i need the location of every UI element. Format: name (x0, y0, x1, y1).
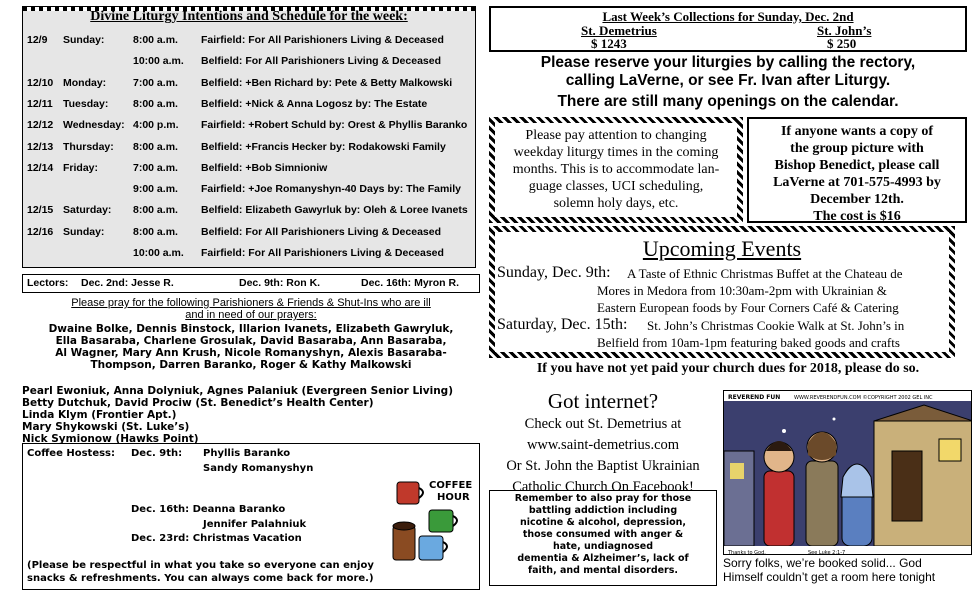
schedule-date: 12/11 (27, 97, 53, 110)
schedule-time: 4:00 p.m. (133, 119, 179, 132)
internet-line-1: Check out St. Demetrius at (524, 416, 682, 432)
coffee-note-2: snacks & refreshments. You can always come back for more.) (27, 573, 374, 584)
attention-line-2: weekday liturgy times in the coming (513, 145, 719, 160)
schedule-time: 7:00 a.m. (133, 161, 178, 174)
schedule-intention: Belfield: For All Parishioners Living & Deceased (201, 225, 442, 238)
prayer-heading-2: and in need of our prayers: (185, 309, 317, 321)
schedule-time: 8:00 a.m. (133, 97, 178, 110)
event-1-line-3: Eastern European foods by Four Corners Café & Catering (597, 300, 899, 315)
lector-dec9: Dec. 9th: Ron K. (239, 277, 321, 289)
picture-line-2: the group picture with (790, 141, 924, 156)
prayer-list-5: Nick Symionow (Hawks Point) (22, 433, 199, 445)
prayer-names-1: Dwaine Bolke, Dennis Binstock, Illarion Ivanets, Elizabeth Gawryluk, (48, 323, 454, 335)
comic-footer: Thanks to God. (728, 550, 766, 555)
schedule-title: Divine Liturgy Intentions and Schedule for the week: (90, 9, 408, 24)
comic-credit: WWW.REVERENDFUN.COM ©COPYRIGHT 2002 GEL INC (794, 395, 933, 401)
church-2-name: St. John’s (817, 23, 872, 38)
innkeeper-figure-icon (764, 441, 794, 546)
schedule-day: Tuesday: (63, 97, 109, 110)
coffee-host-1a: Phyllis Baranko (203, 448, 291, 459)
event-1-line-2: Mores in Medora from 10:30am-2pm with Ukrainian & (597, 283, 887, 298)
addiction-line-3: nicotine & alcohol, depression, (519, 517, 686, 528)
prayer-names-4: Thompson, Darren Baranko, Roger & Kathy Malkowski (90, 359, 412, 371)
addiction-prayer-box (489, 490, 717, 586)
picture-line-6: The cost is $16 (813, 209, 901, 224)
coffee-label: Coffee Hostess: (27, 448, 116, 459)
picture-line-3: Bishop Benedict, please call (774, 158, 940, 173)
reserve-line-2: calling LaVerne, or see Fr. Ivan after Liturgy. (565, 72, 891, 89)
addiction-line-7: faith, and mental disorders. (527, 565, 679, 576)
attention-line-1: Please pay attention to changing (525, 128, 707, 143)
schedule-date: 12/12 (27, 119, 54, 132)
comic-caption-line-1: Sorry folks, we’re booked solid... God (723, 556, 922, 570)
schedule-time: 7:00 a.m. (133, 76, 178, 89)
addiction-line-2: battling addiction including (528, 505, 678, 516)
schedule-intention: Fairfield: For All Parishioners Living & Deceased (201, 34, 444, 46)
schedule-intention: Belfield: +Ben Richard by: Pete & Betty Malkowski (201, 76, 453, 89)
event-2-date: Saturday, Dec. 15th: (497, 316, 628, 333)
schedule-date: 12/13 (27, 140, 54, 153)
schedule-intention: Belfield: Elizabeth Gawyrluk by: Oleh & Loree Ivanets (201, 204, 468, 217)
addiction-line-5: hate, undiagnosed (552, 541, 654, 552)
upcoming-events-box (489, 226, 955, 358)
comic-caption-line-2: Himself couldn’t get a room here tonight (723, 570, 936, 584)
lectors-box (22, 274, 480, 293)
schedule-time: 8:00 a.m. (133, 34, 178, 46)
schedule-time: 10:00 a.m. (133, 55, 184, 68)
addiction-line-6: dementia & Alzheimer’s, lack of (517, 553, 689, 564)
prayer-list-4: Mary Shykowski (St. Luke’s) (22, 421, 190, 433)
event-1-date: Sunday, Dec. 9th: (497, 264, 611, 281)
prayer-list (22, 297, 480, 445)
website-link[interactable]: www.saint-demetrius.com (526, 437, 680, 453)
collections-box (489, 6, 967, 52)
internet-line-3: Or St. John the Baptist Ukrainian (506, 458, 700, 474)
coffee-cup-blue-icon (419, 536, 447, 560)
building-left-icon (724, 451, 754, 546)
church-1-amount: $ 1243 (591, 36, 627, 51)
schedule-day: Sunday: (63, 225, 105, 238)
reserve-line-3: There are still many openings on the calendar. (557, 93, 899, 110)
lectors-label: Lectors: (27, 277, 69, 289)
schedule-date: 12/14 (27, 161, 54, 174)
coffee-date-2: Dec. 16th: Deanna Baranko (131, 504, 286, 515)
schedule-date: 12/9 (27, 34, 48, 46)
schedule-day: Monday: (63, 76, 107, 89)
addiction-line-4: those consumed with anger & (522, 529, 684, 540)
joseph-figure-icon (806, 432, 838, 546)
prayer-list-1: Pearl Ewoniuk, Anna Dolyniuk, Agnes Palaniuk (Evergreen Senior Living) (22, 385, 453, 397)
church-dues-notice: If you have not yet paid your church dues for 2018, please do so. (536, 361, 920, 376)
collections-title: Last Week’s Collections for Sunday, Dec. 2nd (602, 9, 854, 24)
prayer-names-3: Al Wagner, Mary Ann Krush, Nicole Romanyshyn, Alexis Basaraba- (55, 347, 447, 359)
picture-line-4: LaVerne at 701-575-4993 by (773, 175, 941, 190)
schedule-time: 10:00 a.m. (133, 247, 184, 259)
event-2-line-1: St. John’s Christmas Cookie Walk at St. John’s in (647, 318, 905, 333)
schedule-time: 8:00 a.m. (133, 140, 178, 153)
coffee-sign-2: HOUR (437, 492, 470, 503)
attention-line-3: months. This is to accommodate lan- (512, 162, 720, 177)
attention-line-4: guage classes, UCI scheduling, (528, 179, 704, 194)
schedule-time: 8:00 a.m. (133, 204, 178, 217)
schedule-intention: Fairfield: +Robert Schuld by: Orest & Phyllis Baranko (201, 119, 468, 132)
lector-dec2: Dec. 2nd: Jesse R. (81, 277, 174, 289)
liturgy-times-notice (489, 117, 743, 223)
internet-heading: Got internet? (547, 389, 659, 413)
prayer-list-3: Linda Klym (Frontier Apt.) (22, 409, 177, 421)
comic-caption (723, 556, 975, 584)
coffee-cup-red-icon (397, 482, 423, 504)
coffee-note-1: (Please be respectful in what you take so everyone can enjoy (27, 560, 374, 571)
picture-line-5: December 12th. (810, 192, 904, 207)
schedule-day: Thursday: (63, 140, 114, 153)
comic-verse: See Luke 2:1-7 (808, 550, 846, 555)
schedule-time: 9:00 a.m. (133, 183, 178, 196)
comic-panel (723, 390, 972, 555)
event-2-line-2: Belfield from 10am-1pm featuring baked goods and crafts (597, 335, 900, 350)
schedule-date: 12/10 (27, 76, 54, 89)
prayer-heading-1: Please pray for the following Parishioners & Friends & Shut-Ins who are ill (71, 297, 431, 309)
coffee-host-1b: Sandy Romanyshyn (203, 463, 314, 474)
group-picture-notice (747, 117, 967, 223)
inn-building-icon (874, 405, 972, 546)
internet-notice (489, 388, 717, 498)
prayer-list-2: Betty Dutchuk, David Prociw (St. Benedict’s Health Center) (22, 397, 374, 409)
schedule-date: 12/16 (27, 225, 54, 238)
comic-header: REVEREND FUN (728, 394, 781, 401)
liturgy-schedule-box (22, 6, 476, 268)
schedule-intention: Belfield: For All Parishioners Living & Deceased (201, 55, 442, 68)
coffee-date-1: Dec. 9th: (131, 448, 183, 459)
coffee-sign-1: COFFEE (429, 480, 473, 491)
internet-line-4: Catholic Church On Facebook! (512, 479, 694, 495)
coffee-date-3: Dec. 23rd: Christmas Vacation (131, 533, 302, 544)
schedule-day: Friday: (63, 161, 99, 174)
addiction-line-1: Remember to also pray for those (514, 493, 692, 504)
coffee-host-2b: Jennifer Palahniuk (203, 519, 307, 530)
schedule-day: Wednesday: (63, 119, 125, 132)
schedule-day: Sunday: (63, 34, 105, 46)
attention-line-5: solemn holy days, etc. (553, 196, 679, 211)
church-2-amount: $ 250 (827, 36, 857, 51)
schedule-date: 12/15 (27, 204, 54, 217)
event-1-line-1: A Taste of Ethnic Christmas Buffet at the Chateau de (627, 266, 903, 281)
coffee-hostess-box (22, 443, 480, 590)
picture-line-1: If anyone wants a copy of (780, 124, 934, 139)
schedule-intention: Fairfield: +Joe Romanyshyn-40 Days by: The Family (201, 183, 461, 196)
schedule-day: Saturday: (63, 204, 112, 217)
schedule-intention: Belfield: +Bob Simnioniw (201, 161, 328, 174)
schedule-intention: Fairfield: For All Parishioners Living & Deceased (201, 247, 444, 259)
mary-figure-icon (841, 464, 873, 546)
coffee-cup-green-icon (429, 510, 457, 532)
lector-dec16: Dec. 16th: Myron R. (361, 277, 460, 289)
schedule-intention: Belfield: +Francis Hecker by: Rodakowski Family (201, 140, 446, 153)
coffee-hour-illustration (385, 474, 475, 579)
church-1-name: St. Demetrius (581, 23, 657, 38)
prayer-names-2: Ella Basaraba, Charlene Grosulak, David Basaraba, Ann Basaraba, (55, 335, 447, 347)
events-title: Upcoming Events (642, 236, 802, 261)
comic-illustration (724, 391, 972, 555)
coffee-cup-brown-icon (393, 522, 415, 560)
schedule-time: 8:00 a.m. (133, 225, 178, 238)
reserve-line-1: Please reserve your liturgies by calling the rectory, (540, 54, 916, 71)
schedule-intention: Belfield: +Nick & Anna Logosz by: The Estate (201, 97, 428, 110)
